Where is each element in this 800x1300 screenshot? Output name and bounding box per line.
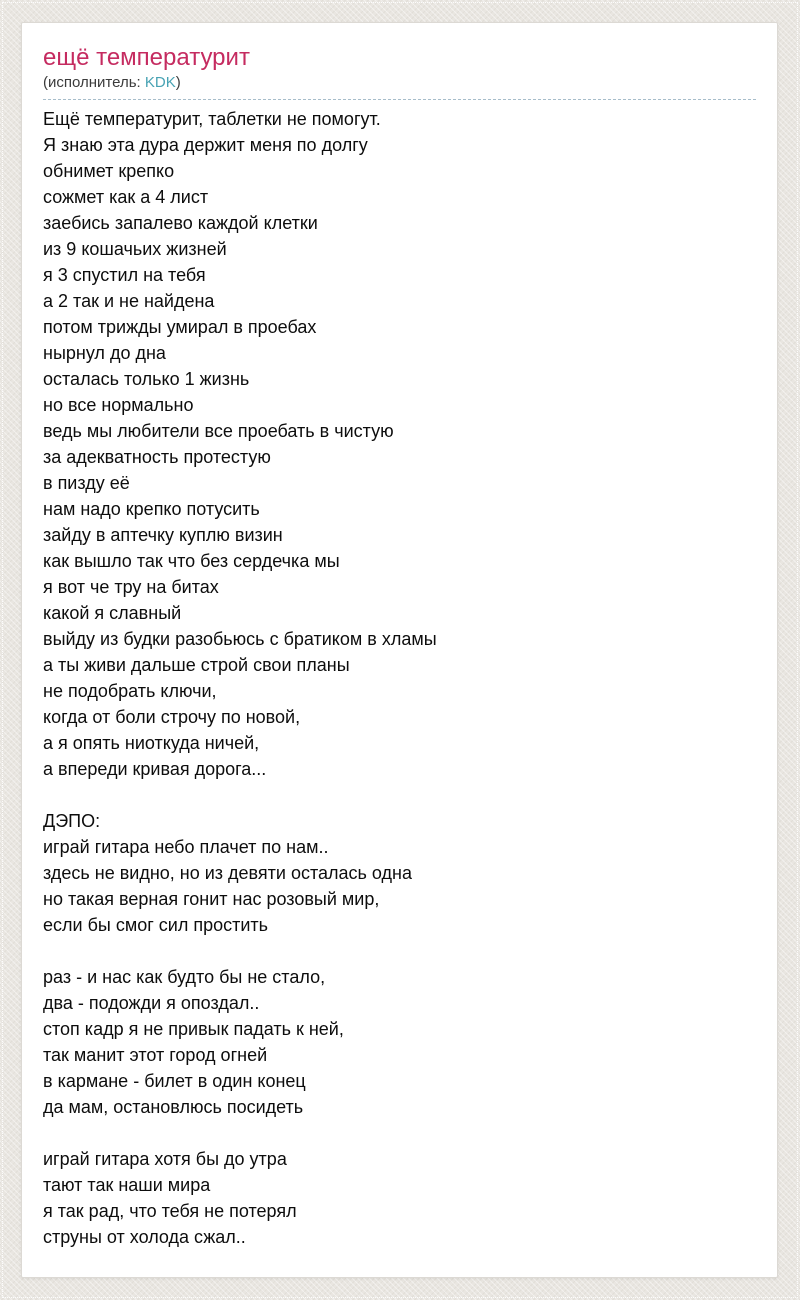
lyric-line: выйду из будки разобьюсь с братиком в хламы <box>43 629 437 649</box>
lyric-line: когда от боли строчу по новой, <box>43 707 301 727</box>
lyric-line: раз - и нас как будто бы не стало, <box>43 967 326 987</box>
lyric-line: так манит этот город огней <box>43 1045 268 1065</box>
lyric-line: нырнул до дна <box>43 343 166 363</box>
lyric-line: но все нормально <box>43 395 194 415</box>
lyric-line: а я опять ниоткуда ничей, <box>43 733 260 753</box>
lyric-line: не подобрать ключи, <box>43 681 217 701</box>
lyric-line: а 2 так и не найдена <box>43 291 215 311</box>
lyric-line: здесь не видно, но из девяти осталась одна <box>43 863 412 883</box>
lyric-line: обнимет крепко <box>43 161 175 181</box>
lyric-line: если бы смог сил простить <box>43 915 269 935</box>
lyric-line: я вот че тру на битах <box>43 577 219 597</box>
lyric-line: но такая верная гонит нас розовый мир, <box>43 889 380 909</box>
lyric-line: зайду в аптечку куплю визин <box>43 525 283 545</box>
lyric-line: заебись запалево каждой клетки <box>43 213 318 233</box>
lyric-line <box>43 938 756 964</box>
lyric-line: я так рад, что тебя не потерял <box>43 1201 297 1221</box>
lyric-line <box>43 1120 756 1146</box>
lyrics-text <box>43 106 756 1250</box>
lyric-line: два - подожди я опоздал.. <box>43 993 260 1013</box>
artist-label: (исполнитель: <box>43 74 141 91</box>
lyric-line: ДЭПО: <box>43 811 101 831</box>
lyric-line: играй гитара хотя бы до утра <box>43 1149 287 1169</box>
lyric-line: Ещё температурит, таблетки не помогут. <box>43 109 381 129</box>
artist-line <box>43 74 756 92</box>
lyric-line <box>43 782 756 808</box>
lyric-line: сожмет как а 4 лист <box>43 187 209 207</box>
lyric-line: а ты живи дальше строй свои планы <box>43 655 350 675</box>
song-title: ещё температурит <box>43 44 250 71</box>
lyric-line: за адекватность протестую <box>43 447 271 467</box>
artist-link[interactable]: KDK <box>144 74 176 91</box>
lyric-line: играй гитара небо плачет по нам.. <box>43 837 329 857</box>
artist-suffix: ) <box>175 74 181 91</box>
lyric-line: стоп кадр я не привык падать к ней, <box>43 1019 344 1039</box>
lyric-line: как вышло так что без сердечка мы <box>43 551 340 571</box>
lyric-line: ведь мы любители все проебать в чистую <box>43 421 394 441</box>
lyric-line: струны от холода сжал.. <box>43 1227 246 1247</box>
lyric-line: какой я славный <box>43 603 182 623</box>
lyric-line: Я знаю эта дура держит меня по долгу <box>43 135 368 155</box>
lyric-line: в кармане - билет в один конец <box>43 1071 306 1091</box>
lyric-line: а впереди кривая дорога... <box>43 759 267 779</box>
song-header <box>43 44 756 100</box>
lyric-line: да мам, остановлюсь посидеть <box>43 1097 304 1117</box>
lyric-line: тают так наши мира <box>43 1175 211 1195</box>
lyrics-card <box>21 22 778 1278</box>
lyric-line: нам надо крепко потусить <box>43 499 260 519</box>
lyric-line: осталась только 1 жизнь <box>43 369 250 389</box>
lyric-line: я 3 спустил на тебя <box>43 265 206 285</box>
lyric-line: из 9 кошачьих жизней <box>43 239 227 259</box>
lyric-line: в пизду её <box>43 473 130 493</box>
lyric-line: потом трижды умирал в проебах <box>43 317 317 337</box>
